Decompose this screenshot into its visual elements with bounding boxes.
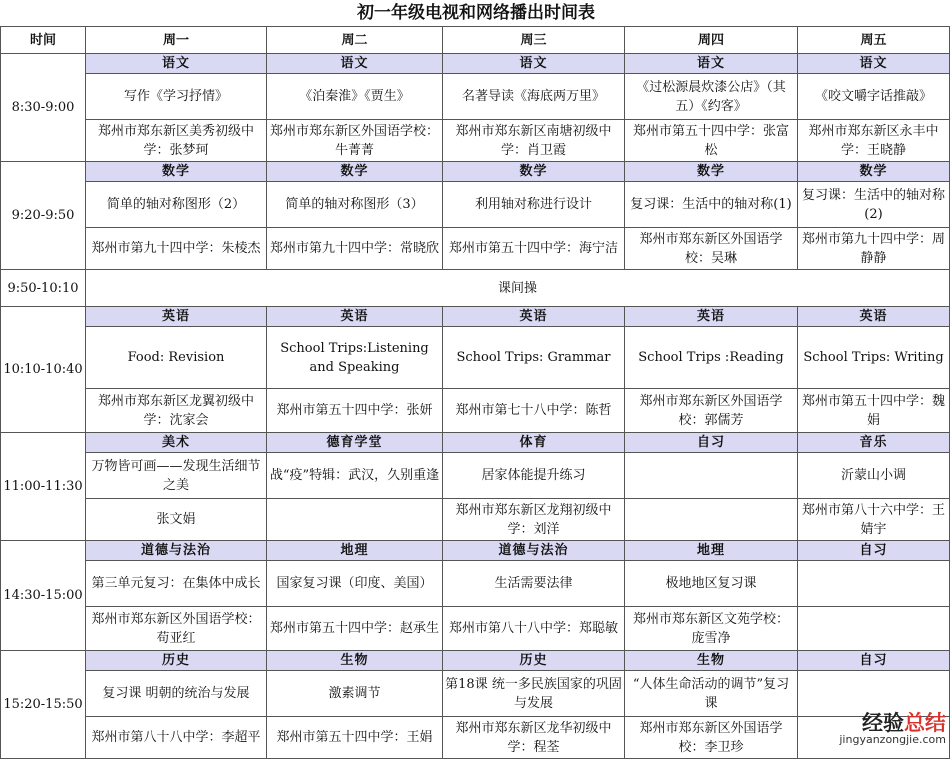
- subject-cell: 道德与法治: [86, 541, 267, 561]
- subject-cell: 历史: [86, 651, 267, 671]
- table-row: [1, 651, 950, 671]
- subject-cell: 自习: [625, 433, 798, 453]
- lesson-cell: 居家体能提升练习: [443, 453, 625, 499]
- subject-cell: 数学: [798, 162, 950, 182]
- lesson-cell: 复习课 明朝的统治与发展: [86, 671, 267, 717]
- lesson-cell: [798, 561, 950, 607]
- subject-cell: 自习: [798, 541, 950, 561]
- teacher-cell: 郑州市第八十八中学：李超平: [86, 717, 267, 759]
- teacher-cell: 郑州市第五十四中学：海宁洁: [443, 228, 625, 270]
- teacher-cell: 郑州市第五十四中学：张富松: [625, 120, 798, 162]
- subject-cell: 语文: [798, 54, 950, 74]
- break-label: 课间操: [86, 270, 950, 307]
- subject-cell: 英语: [86, 307, 267, 327]
- table-row: [1, 228, 950, 270]
- lesson-cell: 第三单元复习：在集体中成长: [86, 561, 267, 607]
- subject-cell: 语文: [443, 54, 625, 74]
- subject-cell: 数学: [267, 162, 443, 182]
- lesson-cell: “人体生命活动的调节”复习课: [625, 671, 798, 717]
- header-day: 周二: [267, 27, 443, 54]
- break-row: [1, 270, 950, 307]
- table-row: [1, 671, 950, 717]
- table-row: [1, 182, 950, 228]
- lesson-cell: [798, 671, 950, 717]
- watermark-logo: [839, 712, 946, 734]
- subject-cell: 数学: [86, 162, 267, 182]
- lesson-cell: 《咬文嚼字话推敲》: [798, 74, 950, 120]
- table-row: [1, 120, 950, 162]
- lesson-cell: 复习课：生活中的轴对称(1): [625, 182, 798, 228]
- teacher-cell: 郑州市第五十四中学：魏娟: [798, 389, 950, 433]
- teacher-cell: 郑州市郑东新区龙翔初级中学：刘洋: [443, 499, 625, 541]
- table-row: [1, 327, 950, 389]
- teacher-cell: 郑州市郑东新区外国语学校：吴琳: [625, 228, 798, 270]
- table-row: [1, 453, 950, 499]
- lesson-cell: 战“疫”特辑：武汉，久别重逢: [267, 453, 443, 499]
- table-row: [1, 162, 950, 182]
- lesson-cell: 复习课：生活中的轴对称(2): [798, 182, 950, 228]
- lesson-cell: 简单的轴对称图形（2）: [86, 182, 267, 228]
- lesson-cell: School Trips :Reading: [625, 327, 798, 389]
- teacher-cell: 郑州市郑东新区龙翼初级中学：沈家会: [86, 389, 267, 433]
- lesson-cell: School Trips: Grammar: [443, 327, 625, 389]
- header-day: 周四: [625, 27, 798, 54]
- subject-cell: 英语: [625, 307, 798, 327]
- teacher-cell: 郑州市郑东新区美秀初级中学：张梦珂: [86, 120, 267, 162]
- time-cell: 15:20-15:50: [1, 651, 86, 759]
- teacher-cell: 郑州市第八十六中学：王婧宇: [798, 499, 950, 541]
- teacher-cell: 郑州市郑东新区南塘初级中学：肖卫霞: [443, 120, 625, 162]
- table-row: [1, 54, 950, 74]
- subject-cell: 语文: [267, 54, 443, 74]
- schedule-table: [0, 26, 950, 759]
- lesson-cell: Food: Revision: [86, 327, 267, 389]
- time-cell: 9:20-9:50: [1, 162, 86, 270]
- teacher-cell: 郑州市第九十四中学：朱棱杰: [86, 228, 267, 270]
- subject-cell: 英语: [798, 307, 950, 327]
- watermark: [839, 712, 946, 746]
- lesson-cell: 第18课 统一多民族国家的巩固与发展: [443, 671, 625, 717]
- teacher-cell: 郑州市第九十四中学：周静静: [798, 228, 950, 270]
- teacher-cell: 郑州市第七十八中学：陈哲: [443, 389, 625, 433]
- subject-cell: 生物: [267, 651, 443, 671]
- teacher-cell: 郑州市第九十四中学：常晓欣: [267, 228, 443, 270]
- teacher-cell: 郑州市第八十八中学：郑聪敏: [443, 607, 625, 651]
- table-row: [1, 307, 950, 327]
- page-title: 初一年级电视和网络播出时间表: [357, 3, 595, 23]
- subject-cell: 数学: [625, 162, 798, 182]
- subject-cell: 语文: [625, 54, 798, 74]
- table-row: [1, 541, 950, 561]
- header-day: 周五: [798, 27, 950, 54]
- subject-cell: 地理: [625, 541, 798, 561]
- teacher-cell: 郑州市郑东新区外国语学校：苟亚红: [86, 607, 267, 651]
- lesson-cell: 名著导读《海底两万里》: [443, 74, 625, 120]
- lesson-cell: 沂蒙山小调: [798, 453, 950, 499]
- subject-cell: 道德与法治: [443, 541, 625, 561]
- lesson-cell: 万物皆可画——发现生活细节之美: [86, 453, 267, 499]
- teacher-cell: 郑州市第五十四中学：王娟: [267, 717, 443, 759]
- teacher-cell: [798, 607, 950, 651]
- lesson-cell: 激素调节: [267, 671, 443, 717]
- subject-cell: 音乐: [798, 433, 950, 453]
- subject-cell: 英语: [267, 307, 443, 327]
- table-row: [1, 433, 950, 453]
- time-cell: 8:30-9:00: [1, 54, 86, 162]
- table-row: [1, 607, 950, 651]
- lesson-cell: 《泊秦淮》《贾生》: [267, 74, 443, 120]
- subject-cell: 英语: [443, 307, 625, 327]
- lesson-cell: 利用轴对称进行设计: [443, 182, 625, 228]
- watermark-url: jingyanzongjie.com: [839, 733, 946, 746]
- time-cell: 14:30-15:00: [1, 541, 86, 651]
- subject-cell: 自习: [798, 651, 950, 671]
- watermark-text-accent: 总结: [904, 711, 946, 735]
- lesson-cell: 写作《学习抒情》: [86, 74, 267, 120]
- table-row: [1, 717, 950, 759]
- subject-cell: 地理: [267, 541, 443, 561]
- lesson-cell: School Trips: Writing: [798, 327, 950, 389]
- table-row: [1, 389, 950, 433]
- lesson-cell: 国家复习课（印度、美国）: [267, 561, 443, 607]
- table-row: [1, 499, 950, 541]
- lesson-cell: 极地地区复习课: [625, 561, 798, 607]
- teacher-cell: 郑州市郑东新区外国语学校：牛菁菁: [267, 120, 443, 162]
- subject-cell: 美术: [86, 433, 267, 453]
- subject-cell: 德育学堂: [267, 433, 443, 453]
- table-row: [1, 74, 950, 120]
- subject-cell: 语文: [86, 54, 267, 74]
- teacher-cell: [267, 499, 443, 541]
- subject-cell: 数学: [443, 162, 625, 182]
- subject-cell: 历史: [443, 651, 625, 671]
- lesson-cell: [625, 453, 798, 499]
- teacher-cell: 郑州市郑东新区永丰中学：王晓静: [798, 120, 950, 162]
- teacher-cell: [625, 499, 798, 541]
- teacher-cell: 张文娟: [86, 499, 267, 541]
- lesson-cell: 简单的轴对称图形（3）: [267, 182, 443, 228]
- lesson-cell: 生活需要法律: [443, 561, 625, 607]
- header-day: 周一: [86, 27, 267, 54]
- header-time: 时间: [1, 27, 86, 54]
- lesson-cell: School Trips:Listening and Speaking: [267, 327, 443, 389]
- teacher-cell: 郑州市郑东新区外国语学校：李卫珍: [625, 717, 798, 759]
- header-row: [1, 27, 950, 54]
- teacher-cell: 郑州市第五十四中学：赵承生: [267, 607, 443, 651]
- subject-cell: 生物: [625, 651, 798, 671]
- time-cell: 9:50-10:10: [1, 270, 86, 307]
- subject-cell: 体育: [443, 433, 625, 453]
- table-row: [1, 561, 950, 607]
- teacher-cell: 郑州市郑东新区龙华初级中学：程荃: [443, 717, 625, 759]
- watermark-text: 经验: [862, 711, 904, 735]
- time-cell: 11:00-11:30: [1, 433, 86, 541]
- teacher-cell: 郑州市郑东新区文苑学校：庞雪净: [625, 607, 798, 651]
- teacher-cell: 郑州市郑东新区外国语学校：郭儒芳: [625, 389, 798, 433]
- teacher-cell: 郑州市第五十四中学：张妍: [267, 389, 443, 433]
- time-cell: 10:10-10:40: [1, 307, 86, 433]
- header-day: 周三: [443, 27, 625, 54]
- lesson-cell: 《过松源晨炊漆公店》（其五）《约客》: [625, 74, 798, 120]
